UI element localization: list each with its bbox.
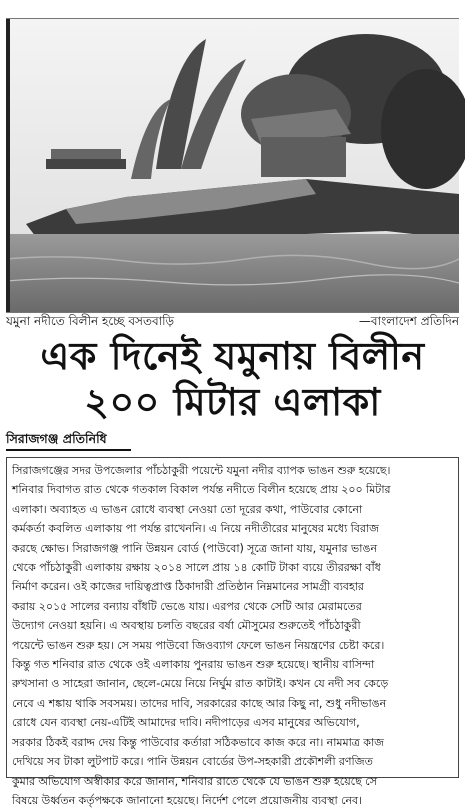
body-line: কিন্তু গত শনিবার রাত থেকে ওই এলাকায় পুনরায় ভাঙন শুরু হয়েছে। স্থানীয় বাসিন্দা (12, 658, 375, 672)
body-line: দেখিয়ে সব টাকা লুটপাট করে। পানি উন্নয়ন বোর্ডের উপ-সহকারী প্রকৌশলী রণজিত (12, 755, 373, 769)
body-line: নেবে এ শঙ্কায় থাকি সবসময়। তাদের দাবি, সরকারের কাছে আর কিছু না, শুধু নদীভাঙন (12, 696, 387, 710)
headline-line-2: ২০০ মিটার এলাকা (84, 379, 381, 424)
body-line: সরকার ঠিকই বরাদ্দ দেয় কিন্তু পাউবোর কর্তারা সঠিকভাবে কাজ করে না। নামমাত্র কাজ (12, 735, 385, 749)
body-line: উদ্যোগ নেওয়া হয়নি। এ অবস্থায় চলতি বছরের বর্ষা মৌসুমের শুরুতেই পাঁচঠাকুরী (12, 619, 361, 633)
body-line: করছে ক্ষোভ। সিরাজগঞ্জ পানি উন্নয়ন বোর্ড (পাউবো) সূত্রে জানা যায়, যমুনার ভাঙন (12, 541, 377, 555)
body-line: থেকে পাঁচঠাকুরী এলাকায় রক্ষায় ২০১৪ সালে প্রায় ১৪ কোটি টাকা ব্যয়ে তীররক্ষা বাঁধ (12, 561, 381, 575)
caption-text: যমুনা নদীতে বিলীন হচ্ছে বসতবাড়ি (6, 314, 175, 328)
article-body (6, 457, 459, 807)
body-line: শনিবার দিবাগত রাত থেকে গতকাল বিকাল পর্যন্ত নদীতে বিলীন হয়েছে প্রায় ২০০ মিটার (12, 483, 391, 497)
headline-line-1: এক দিনেই যমুনায় বিলীন (40, 333, 425, 378)
photo-credit: —বাংলাদেশ প্রতিদিন (358, 314, 459, 328)
photo-caption (6, 314, 459, 332)
body-line: সিরাজগঞ্জের সদর উপজেলার পাঁচঠাকুরী পয়েন্টে যমুনা নদীর ব্যাপক ভাঙন শুরু হয়েছে। (12, 464, 391, 477)
body-line: রুখসানা ও সাহেরা জানান, ছেলে-মেয়ে নিয়ে নির্ঘুম রাত কাটাই। কখন যে নদী সব কেড়ে (12, 677, 389, 691)
body-line: করায় ২০১৫ সালের বন্যায় বাঁধটি ভেঙে যায়। এরপর থেকে সেটি আর মেরামতের (12, 599, 362, 613)
body-line: বিষয়ে উর্ধ্বতন কর্তৃপক্ষকে জানানো হয়েছে। নির্দেশ পেলে প্রয়োজনীয় ব্যবস্থা নেব। (12, 793, 362, 807)
riverbank-erosion-photo (6, 18, 459, 313)
body-line: কুমার অভিযোগ অস্বীকার করে জানান, শনিবার রাতে থেকে যে ভাঙন শুরু হয়েছে সে (12, 774, 377, 788)
body-line: এলাকা। অব্যাহত এ ভাঙন রোধে ব্যবস্থা নেওয়া তো দূরের কথা, পাউবোর কোনো (12, 502, 363, 516)
body-line: রোধে যেন ব্যবস্থা নেয়-এটিই আমাদের দাবি। নদীপাড়ের এসব মানুষের অভিযোগ, (12, 716, 360, 730)
byline-underline (6, 449, 131, 451)
body-line: নির্মাণ করেন। ওই কাজের দায়িত্বপ্রাপ্ত ঠিকাদারী প্রতিষ্ঠান নিম্নমানের সামগ্রী ব্যবহার (12, 580, 364, 594)
body-line: পয়েন্টে ভাঙন শুরু হয়। সে সময় পাউবো জিওব্যাগ ফেলে ভাঙন নিয়ন্ত্রণের চেষ্টা করে। (12, 638, 385, 652)
byline: সিরাজগঞ্জ প্রতিনিধি (6, 431, 107, 446)
body-line: কর্মকর্তা কবলিত এলাকায় পা পর্যন্ত রাখেননি। এ নিয়ে নদীতীরের মানুষের মধ্যে বিরাজ (12, 522, 380, 536)
headline (6, 333, 459, 425)
